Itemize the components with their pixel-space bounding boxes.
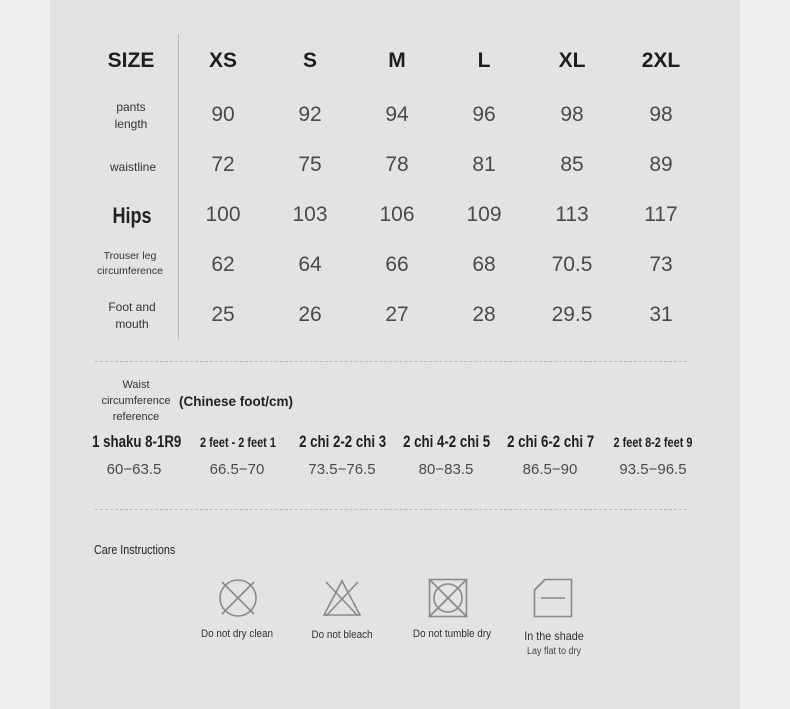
waist-ref-bottom-3: 73.5−76.5 [308,461,376,478]
table-cell: 27 [385,303,409,326]
row-label-hips: Hips [112,203,152,228]
waist-ref-top-4: 2 chi 4-2 chi 5 [403,432,491,451]
table-cell: 113 [555,203,589,226]
row-label-trouser-leg: Trouser leg circumference [97,250,163,277]
table-cell: 75 [298,153,322,176]
care-label-shade: In the shade [524,629,584,643]
divider-dashed-1 [95,361,687,362]
row-label-waistline: waistline [109,160,157,174]
care-label-bleach: Do not bleach [311,629,373,641]
care-sublabel-lay-flat: Lay flat to dry [526,646,582,657]
row-label-pants-length: pants length [114,100,148,131]
table-cell: 92 [298,103,322,126]
table-cell: 94 [385,103,409,126]
waist-ref-bottom-2: 66.5−70 [209,461,265,478]
waist-reference-unit: (Chinese foot/cm) [179,394,294,409]
waist-ref-bottom-5: 86.5−90 [522,461,578,478]
table-cell: 103 [292,203,328,226]
table-divider [178,34,179,340]
waist-ref-top-6: 2 feet 8-2 feet 9 [613,434,693,450]
table-cell: 73 [649,253,673,276]
table-cell: 100 [205,203,241,226]
row-label-foot-mouth: Foot and mouth [108,300,156,331]
table-cell: 96 [472,103,496,126]
waist-ref-top-3: 2 chi 2-2 chi 3 [299,432,387,451]
table-cell: 28 [472,303,496,326]
waist-ref-top-1: 1 shaku 8-1R9 [92,432,182,451]
waist-ref-bottom-1: 60−63.5 [106,461,162,478]
size-col-2xl: 2XL [641,49,681,72]
size-col-l: L [477,49,491,72]
lay-flat-dry-icon [533,578,573,618]
table-cell: 62 [211,253,235,276]
table-cell: 98 [560,103,584,126]
no-tumble-dry-icon [428,578,468,618]
table-cell: 70.5 [551,253,593,276]
table-cell: 90 [211,103,235,126]
table-cell: 72 [211,153,235,176]
waist-reference-label: Waist circumference reference [101,379,171,423]
no-dry-clean-icon [218,578,258,618]
waist-ref-top-2: 2 feet - 2 feet 1 [200,434,276,450]
table-cell: 66 [385,253,409,276]
table-cell: 109 [466,203,502,226]
table-cell: 29.5 [551,303,593,326]
table-cell: 117 [644,203,678,226]
table-cell: 25 [211,303,235,326]
table-cell: 26 [298,303,322,326]
table-cell: 64 [298,253,322,276]
table-cell: 98 [649,103,673,126]
table-cell: 106 [379,203,415,226]
divider-dashed-2 [95,509,687,510]
size-col-s: S [302,49,317,72]
waist-ref-top-5: 2 chi 6-2 chi 7 [507,432,595,451]
size-col-xl: XL [558,49,586,72]
care-title: Care Instructions [94,543,176,557]
size-col-m: M [388,49,406,72]
table-cell: 85 [560,153,584,176]
waist-ref-bottom-6: 93.5−96.5 [619,461,687,478]
table-cell: 78 [385,153,409,176]
care-label-tumble-dry: Do not tumble dry [412,628,492,640]
table-cell: 31 [649,303,673,326]
waist-ref-bottom-4: 80−83.5 [418,461,474,478]
no-bleach-icon [322,578,362,618]
size-col-xs: XS [208,49,237,72]
care-label-dry-clean: Do not dry clean [200,628,274,640]
table-cell: 81 [472,153,496,176]
table-cell: 89 [649,153,673,176]
size-header: SIZE [107,49,155,72]
table-cell: 68 [472,253,496,276]
